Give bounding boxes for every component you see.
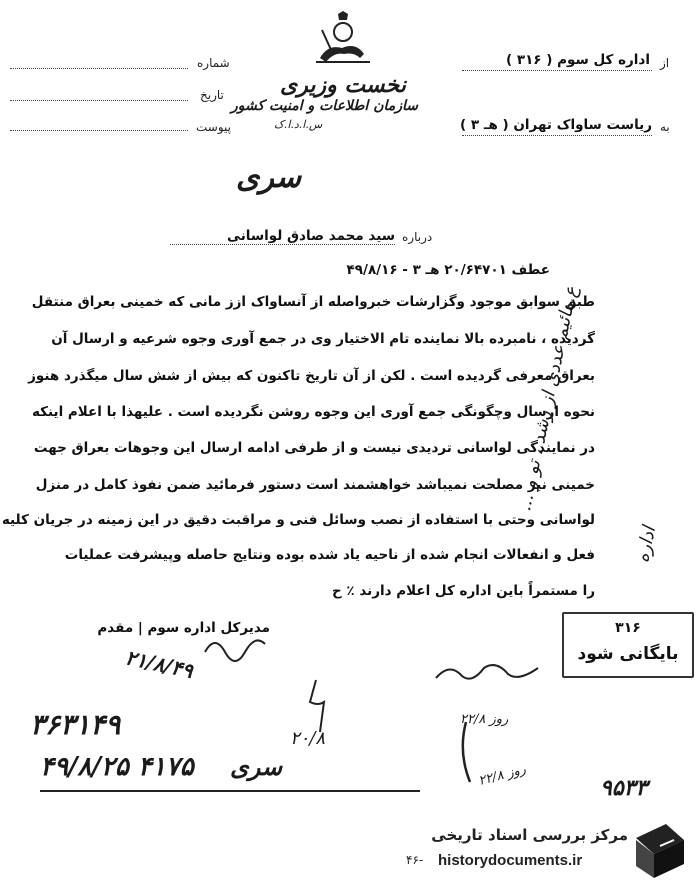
body-line-3: بعراق معرفی گردیده است . لکن از آن تاریخ تاکنون که بیش از شش سال میگذرد هنوز	[28, 368, 595, 384]
to-line	[462, 135, 652, 136]
handwritten-underline	[40, 790, 420, 792]
body-line-7: لواسانی وحتی با استفاده از نصب وسائل فنی و مراقبت دقیق در این زمینه در جریان کلیه	[1, 512, 595, 528]
subject-value: سید محمد صادق لواسانی	[227, 228, 395, 244]
watermark-url: historydocuments.ir	[438, 852, 583, 869]
stamp-text: بایگانی شود	[577, 644, 679, 664]
signature-title: مدیرکل اداره سوم | مقدم	[97, 620, 270, 636]
number-label: شماره	[197, 56, 230, 70]
number-line	[10, 68, 188, 69]
archive-stamp	[562, 612, 694, 678]
letterhead-title: نخست وزیری	[280, 72, 406, 98]
margin-note-2: اداره	[632, 524, 661, 565]
handwritten-sri: سری	[230, 752, 283, 781]
body-line-4: نحوه ارسال وچگونگی جمع آوری این وجوه روشن نگردیده است . علیهذا با اعلام اینکه	[31, 404, 595, 420]
signature-scribble-icon	[200, 632, 270, 662]
watermark-page-ref: ۴۶-	[406, 853, 424, 867]
to-value: ریاست ساواک تهران ( هـ ۳ )	[460, 117, 652, 133]
classification-mark: سری	[236, 160, 302, 195]
attachment-line	[10, 130, 188, 131]
from-line	[462, 70, 652, 71]
body-line-8: فعل و انفعالات انجام شده از ناحیه یاد شده بوده ونتایج حاصله وپیشرفت عملیات	[64, 547, 595, 563]
body-line-9: را مستمراً باین اداره کل اعلام دارند ٪ ح	[331, 583, 595, 599]
handwritten-note-right-2: ۲۲/۸ روز	[476, 762, 528, 789]
body-line-1: طبق سوابق موجود وگزارشات خبرواصله از آنساواک ازز مانی که خمینی بعراق منتقل	[31, 294, 595, 310]
subject-label: درباره	[402, 230, 433, 244]
from-value: اداره کل سوم ( ۳۱۶ )	[505, 52, 650, 68]
body-line-2: گردیده ، نامبرده بالا نماینده تام الاختیار وی در جمع آوری وجوه شرعیه و ارسال آن	[51, 331, 595, 347]
lion-and-sun-emblem-icon	[308, 10, 378, 70]
body-line-6: خمینی نیز مصلحت نمیباشد خواهشمند است دستور فرمائید ضمن نفوذ کامل در منزل	[35, 477, 595, 493]
letterhead	[231, 10, 418, 131]
to-label: به	[660, 120, 670, 134]
handwritten-date-left: ۲۱/۸/۴۹	[123, 645, 196, 683]
reference-line: عطف ۲۰/۶۴۷۰۱ هـ ۳ - ۴۹/۸/۱۶	[346, 262, 550, 278]
document-archive-logo-icon	[630, 818, 688, 880]
handwritten-date-mid: ۲۰/۸	[290, 728, 326, 749]
handwritten-serial: ۹۵۳۳	[600, 775, 648, 801]
date-label: تاریخ	[200, 88, 224, 102]
watermark-title: مرکز بررسی اسناد تاریخی	[431, 826, 628, 844]
from-label: از	[660, 56, 670, 70]
signature-scribble-right-icon	[432, 660, 542, 690]
vertical-scribble-icon	[296, 676, 336, 736]
subject-line	[170, 244, 395, 245]
handwritten-note-right: ۲۲/۸ روز	[460, 712, 509, 727]
body-line-5: در نمایندگی لواسانی تردیدی نیست و از طرفی ادامه ارسال این وجوهات بعراق جهت	[33, 440, 595, 456]
letterhead-subtitle: سازمان اطلاعات و امنیت کشور	[231, 98, 418, 114]
stamp-code: ۳۱۶	[615, 620, 641, 636]
letterhead-code: س.ا.د.ا.ک	[274, 118, 323, 131]
attachment-label: پیوست	[196, 120, 231, 134]
handwritten-number-1: ۳۶۳۱۴۹	[30, 708, 121, 741]
date-line	[10, 100, 188, 101]
handwritten-number-2: ۴۹/۸/۲۵ ۴۱۷۵	[40, 752, 194, 782]
margin-note-1: ع.مائیم عددی از رشد ، تو و ...	[513, 284, 583, 513]
